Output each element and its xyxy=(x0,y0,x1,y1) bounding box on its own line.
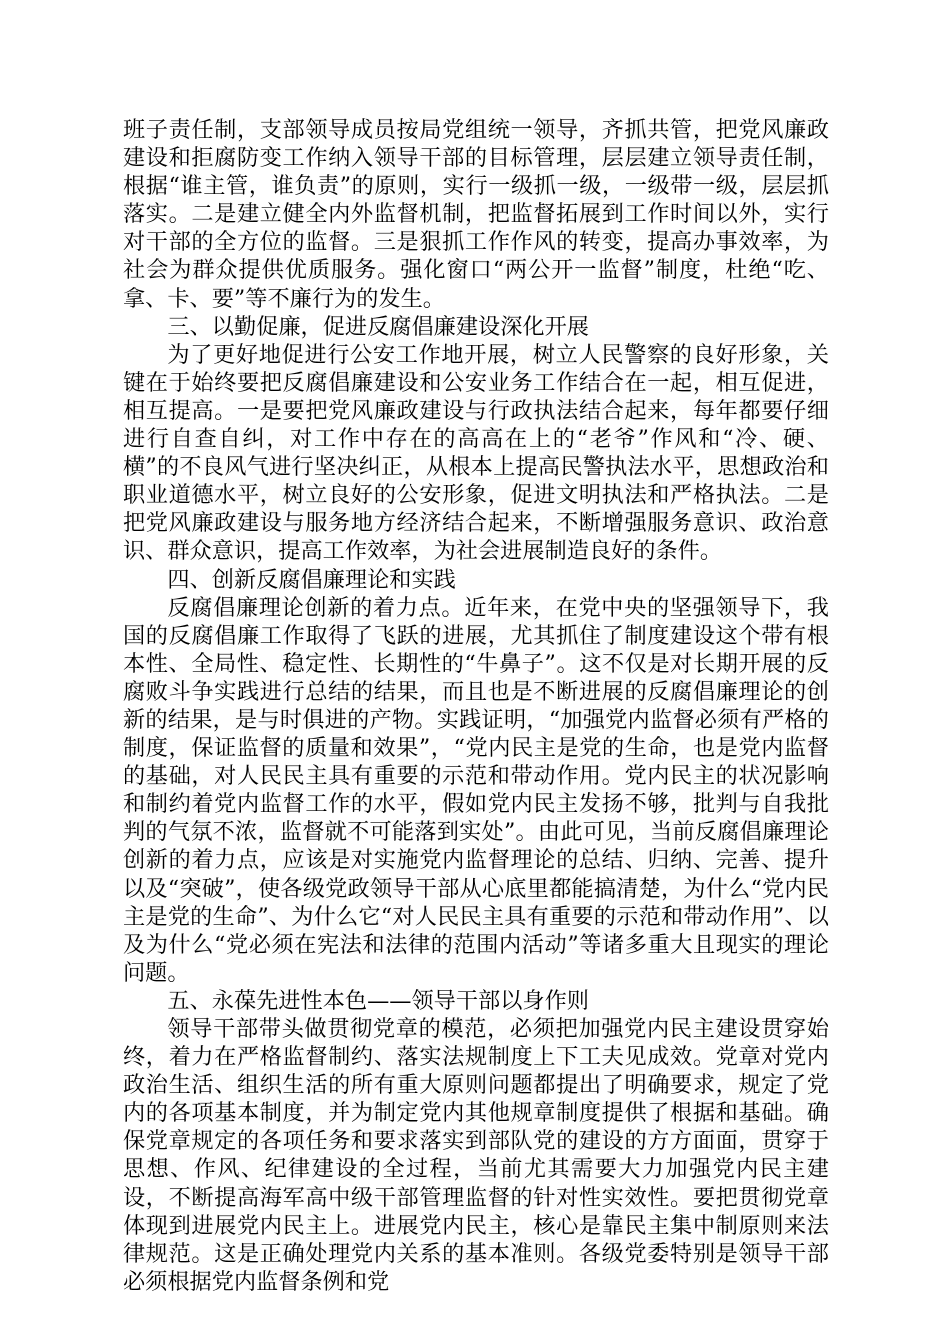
section-heading-three: 三、以勤促廉，促进反腐倡廉建设深化开展 xyxy=(167,313,589,340)
document-body xyxy=(123,116,829,1296)
section-heading-five: 五、永葆先进性本色——领导干部以身作则 xyxy=(167,987,589,1014)
paragraph-section-five: 领导干部带头做贯彻党章的模范，必须把加强党内民主建设贯穿始终，着力在严格监督制约、落实法规制度上下工夫见成效。党章对党内政治生活、组织生活的所有重大原则问题都提出了明确要求，规定了党内的各项基本制度，并为制定党内其他规章制度提供了根据和基础。确保党章规定的各项任务和要求落实到部队党的建设的方方面面，贯穿于思想、作风、纪律建设的全过程，当前尤其需要大力加强党内民主建设，不断提高海军高中级干部管理监督的针对性实效性。要把贯彻党章体现到进展党内民主上。进展党内民主，核心是靠民主集中制原则来法律规范。这是正确处理党内关系的基本准则。各级党委特别是领导干部必须根据党内监督条例和党 xyxy=(123,1016,829,1295)
paragraph-section-three: 为了更好地促进行公安工作地开展，树立人民警察的良好形象，关键在于始终要把反腐倡廉建设和公安业务工作结合在一起，相互促进，相互提高。一是要把党风廉政建设与行政执法结合起来，每年都要仔细进行自查自纠，对工作中存在的高高在上的“老爷”作风和“冷、硬、横”的不良风气进行坚决纠正，从根本上提高民警执法水平，思想政治和职业道德水平，树立良好的公安形象，促进文明执法和严格执法。二是把党风廉政建设与服务地方经济结合起来，不断增强服务意识、政治意识、群众意识，提高工作效率，为社会进展制造良好的条件。 xyxy=(123,341,829,565)
paragraph-section-four: 反腐倡廉理论创新的着力点。近年来，在党中央的坚强领导下，我国的反腐倡廉工作取得了飞跃的进展，尤其抓住了制度建设这个带有根本性、全局性、稳定性、长期性的“牛鼻子”。这不仅是对长期开展的反腐败斗争实践进行总结的结果，而且也是不断进展的反腐倡廉理论的创新的结果，是与时俱进的产物。实践证明，“加强党内监督必须有严格的制度，保证监督的质量和效果”，“党内民主是党的生命，也是党内监督的基础，对人民民主具有重要的示范和带动作用。党内民主的状况影响和制约着党内监督工作的水平，假如党内民主发扬不够，批判与自我批判的气氛不浓，监督就不可能落到实处”。由此可见，当前反腐倡廉理论创新的着力点，应该是对实施党内监督理论的总结、归纳、完善、提升以及“突破”，使各级党政领导干部从心底里都能搞清楚，为什么“党内民主是党的生命”、为什么它“对人民民主具有重要的示范和带动作用”、以及为什么“党必须在宪法和法律的范围内活动”等诸多重大且现实的理论问题。 xyxy=(123,594,829,986)
section-heading-four: 四、创新反腐倡廉理论和实践 xyxy=(167,566,456,593)
paragraph-continued: 班子责任制，支部领导成员按局党组统一领导，齐抓共管，把党风廉政建设和拒腐防变工作纳入领导干部的目标管理，层层建立领导责任制，根据“谁主管，谁负责”的原则，实行一级抓一级，一级带一级，层层抓落实。二是建立健全内外监督机制，把监督拓展到工作时间以外，实行对干部的全方位的监督。三是狠抓工作作风的转变，提高办事效率，为社会为群众提供优质服务。强化窗口“两公开一监督”制度，杜绝“吃、拿、卡、要”等不廉行为的发生。 xyxy=(123,117,829,312)
